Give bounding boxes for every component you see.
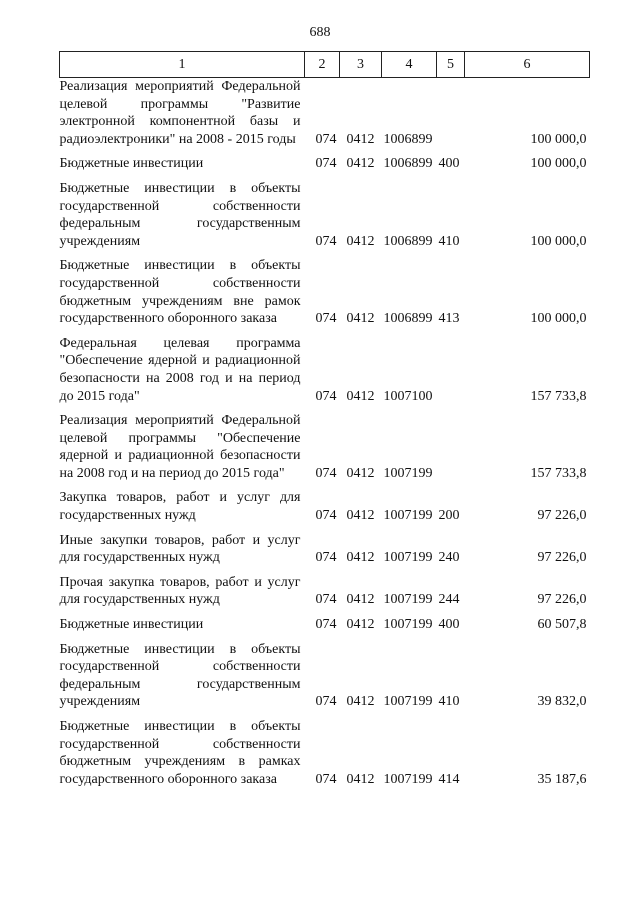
row-name: Закупка товаров, работ и услуг для государственных нужд bbox=[59, 490, 301, 524]
row-spacer bbox=[60, 711, 590, 718]
row-amount: 39 832,0 bbox=[537, 694, 587, 710]
column-header-1: 1 bbox=[60, 52, 305, 78]
row-target-code: 1007199 bbox=[383, 771, 433, 787]
row-spacer bbox=[60, 328, 590, 335]
table-row bbox=[60, 718, 590, 788]
row-target-code: 1006899 bbox=[383, 156, 433, 172]
row-spacer-cell bbox=[60, 788, 590, 795]
row-section-code: 0412 bbox=[346, 508, 375, 524]
row-name: Прочая закупка товаров, работ и услуг для государственных нужд bbox=[59, 574, 301, 608]
row-expense-kind: 413 bbox=[438, 311, 460, 327]
row-spacer bbox=[60, 788, 590, 795]
row-spacer-cell bbox=[60, 609, 590, 616]
row-amount: 100 000,0 bbox=[530, 311, 587, 327]
row-spacer-cell bbox=[60, 525, 590, 532]
row-expense-kind: 410 bbox=[438, 694, 460, 710]
row-section-code: 0412 bbox=[346, 311, 375, 327]
row-section-code: 0412 bbox=[346, 617, 375, 633]
row-section-code: 0412 bbox=[346, 156, 375, 172]
row-spacer-cell bbox=[60, 328, 590, 335]
row-amount: 97 226,0 bbox=[537, 592, 587, 608]
table-row bbox=[60, 532, 590, 567]
row-amount: 35 187,6 bbox=[537, 771, 587, 787]
row-expense-kind bbox=[437, 78, 465, 149]
table-row bbox=[60, 335, 590, 405]
row-section-code: 0412 bbox=[346, 131, 375, 147]
row-spacer bbox=[60, 634, 590, 641]
row-spacer bbox=[60, 405, 590, 412]
table-row bbox=[60, 489, 590, 524]
row-spacer-cell bbox=[60, 567, 590, 574]
row-spacer-cell bbox=[60, 711, 590, 718]
row-ministry-code: 074 bbox=[315, 694, 337, 710]
row-spacer-cell bbox=[60, 634, 590, 641]
column-header-6: 6 bbox=[465, 52, 590, 78]
page-number: 688 bbox=[309, 25, 331, 40]
row-amount: 97 226,0 bbox=[537, 550, 587, 566]
row-ministry-code: 074 bbox=[315, 592, 337, 608]
row-ministry-code: 074 bbox=[315, 311, 337, 327]
table-row bbox=[60, 155, 590, 173]
row-target-code: 1007199 bbox=[383, 592, 433, 608]
row-target-code: 1007199 bbox=[383, 694, 433, 710]
table-row bbox=[60, 616, 590, 634]
row-expense-kind: 400 bbox=[438, 156, 460, 172]
row-ministry-code: 074 bbox=[315, 233, 337, 249]
row-expense-kind bbox=[437, 335, 465, 405]
table-row bbox=[60, 574, 590, 609]
row-expense-kind: 414 bbox=[438, 771, 460, 787]
table-row bbox=[60, 257, 590, 327]
table-header bbox=[60, 52, 590, 78]
row-section-code: 0412 bbox=[346, 388, 375, 404]
table-row bbox=[60, 180, 590, 250]
column-header-3: 3 bbox=[340, 52, 382, 78]
row-name: Федеральная целевая программа "Обеспечение ядерной и радиационной безопасности на 2008 год и на период до 2015 года" bbox=[59, 335, 301, 404]
row-section-code: 0412 bbox=[346, 771, 375, 787]
row-amount: 60 507,8 bbox=[537, 617, 587, 633]
table-row bbox=[60, 641, 590, 711]
row-ministry-code: 074 bbox=[315, 465, 337, 481]
row-ministry-code: 074 bbox=[315, 156, 337, 172]
table-row bbox=[60, 78, 590, 149]
row-amount: 157 733,8 bbox=[530, 388, 587, 404]
row-spacer-cell bbox=[60, 250, 590, 257]
row-section-code: 0412 bbox=[346, 233, 375, 249]
row-target-code: 1006899 bbox=[383, 311, 433, 327]
row-spacer bbox=[60, 250, 590, 257]
row-spacer-cell bbox=[60, 173, 590, 180]
row-spacer bbox=[60, 567, 590, 574]
row-target-code: 1007199 bbox=[383, 550, 433, 566]
row-spacer bbox=[60, 173, 590, 180]
row-amount: 157 733,8 bbox=[530, 465, 587, 481]
row-target-code: 1006899 bbox=[383, 131, 433, 147]
row-ministry-code: 074 bbox=[315, 508, 337, 524]
row-section-code: 0412 bbox=[346, 592, 375, 608]
row-expense-kind: 410 bbox=[438, 233, 460, 249]
row-section-code: 0412 bbox=[346, 465, 375, 481]
row-expense-kind: 240 bbox=[438, 550, 460, 566]
row-name: Бюджетные инвестиции в объекты государственной собственности бюджетным учреждениям вне рамок государственного оборонного заказа bbox=[59, 258, 301, 327]
row-ministry-code: 074 bbox=[315, 131, 337, 147]
table-row bbox=[60, 412, 590, 482]
row-expense-kind: 400 bbox=[438, 617, 460, 633]
row-amount: 97 226,0 bbox=[537, 508, 587, 524]
row-expense-kind bbox=[437, 412, 465, 482]
row-target-code: 1007199 bbox=[383, 508, 433, 524]
row-expense-kind: 244 bbox=[438, 592, 460, 608]
row-name: Бюджетные инвестиции bbox=[59, 617, 204, 633]
row-amount: 100 000,0 bbox=[530, 233, 587, 249]
row-target-code: 1007100 bbox=[383, 388, 433, 404]
row-amount: 100 000,0 bbox=[530, 156, 587, 172]
row-target-code: 1006899 bbox=[383, 233, 433, 249]
row-ministry-code: 074 bbox=[315, 617, 337, 633]
row-name: Бюджетные инвестиции bbox=[59, 156, 204, 172]
row-expense-kind: 200 bbox=[438, 508, 460, 524]
row-amount: 100 000,0 bbox=[530, 131, 587, 147]
row-name: Бюджетные инвестиции в объекты государственной собственности федеральным государственным учреждениям bbox=[59, 641, 301, 710]
row-target-code: 1007199 bbox=[383, 465, 433, 481]
row-ministry-code: 074 bbox=[315, 771, 337, 787]
row-spacer-cell bbox=[60, 405, 590, 412]
table-body bbox=[60, 78, 590, 796]
row-spacer bbox=[60, 525, 590, 532]
row-name: Реализация мероприятий Федеральной целевой программы "Развитие электронной компонентной базы и радиоэлектроники" на 2008 - 2015 годы bbox=[59, 79, 301, 147]
column-header-2: 2 bbox=[305, 52, 340, 78]
row-section-code: 0412 bbox=[346, 694, 375, 710]
budget-table bbox=[59, 51, 590, 795]
row-ministry-code: 074 bbox=[315, 550, 337, 566]
column-header-5: 5 bbox=[437, 52, 465, 78]
row-ministry-code: 074 bbox=[315, 388, 337, 404]
row-name: Иные закупки товаров, работ и услуг для государственных нужд bbox=[59, 532, 301, 566]
row-spacer bbox=[60, 148, 590, 155]
column-header-4: 4 bbox=[382, 52, 437, 78]
row-section-code: 0412 bbox=[346, 550, 375, 566]
row-spacer-cell bbox=[60, 148, 590, 155]
row-spacer bbox=[60, 482, 590, 489]
row-spacer-cell bbox=[60, 482, 590, 489]
row-target-code: 1007199 bbox=[383, 617, 433, 633]
row-spacer bbox=[60, 609, 590, 616]
row-name: Бюджетные инвестиции в объекты государственной собственности бюджетным учреждениям в рамках государственного оборонного заказа bbox=[59, 719, 301, 787]
row-name: Бюджетные инвестиции в объекты государственной собственности федеральным государственным учреждениям bbox=[59, 180, 301, 249]
row-name: Реализация мероприятий Федеральной целевой программы "Обеспечение ядерной и радиационной безопасности на 2008 год и на период до 2015 года" bbox=[59, 413, 301, 481]
